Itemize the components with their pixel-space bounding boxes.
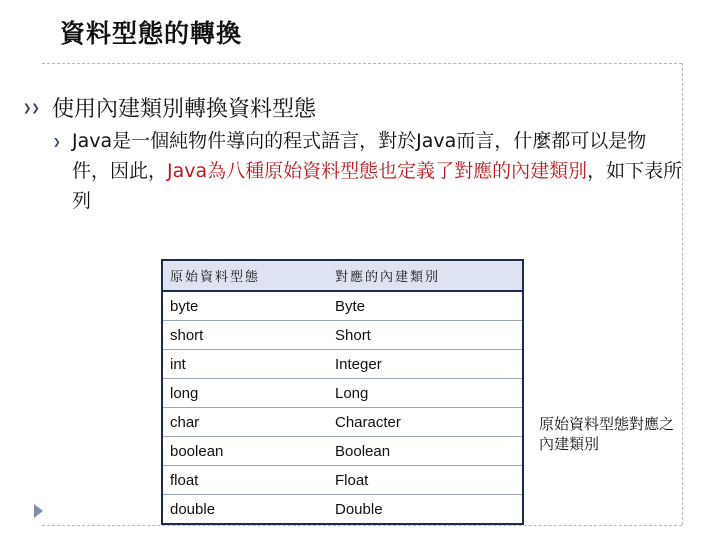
triangle-marker-icon — [34, 504, 43, 518]
primitive-type-cell: byte — [162, 291, 328, 321]
chevron-icon: ❯ — [53, 138, 61, 148]
table-row — [162, 437, 523, 466]
column-header-primitive: 原始資料型態 — [162, 260, 328, 291]
table-row — [162, 350, 523, 379]
primitive-type-cell: long — [162, 379, 328, 408]
double-chevron-icon: ❯❯ — [23, 103, 40, 114]
primitive-type-cell: char — [162, 408, 328, 437]
body-paragraph — [72, 126, 684, 216]
table-header-row — [162, 260, 523, 291]
primitive-type-cell: int — [162, 350, 328, 379]
bottom-divider — [42, 525, 682, 526]
wrapper-class-cell: Integer — [328, 350, 523, 379]
table-row — [162, 495, 523, 525]
wrapper-class-cell: Float — [328, 466, 523, 495]
wrapper-class-cell: Character — [328, 408, 523, 437]
wrapper-class-cell: Short — [328, 321, 523, 350]
wrapper-class-cell: Long — [328, 379, 523, 408]
primitive-type-cell: boolean — [162, 437, 328, 466]
table-row — [162, 291, 523, 321]
table-caption-note: 原始資料型態對應之內建類別 — [539, 415, 675, 453]
section-heading: 使用內建類別轉換資料型態 — [52, 97, 317, 122]
wrapper-class-cell: Boolean — [328, 437, 523, 466]
wrapper-class-cell: Byte — [328, 291, 523, 321]
wrapper-class-cell: Double — [328, 495, 523, 525]
paragraph-plain-text: Java是一個純物件導向的程式語言，對於Java而言，什麼都可以是物件，因此， — [72, 130, 647, 182]
paragraph-tail-text: ，如下表所列 — [72, 160, 683, 212]
table-row — [162, 408, 523, 437]
table-row — [162, 466, 523, 495]
primitive-type-cell: short — [162, 321, 328, 350]
top-divider — [42, 63, 682, 64]
paragraph-highlight-text: Java為八種原始資料型態也定義了對應的內建類別 — [167, 160, 588, 182]
table-row — [162, 321, 523, 350]
primitive-type-cell: double — [162, 495, 328, 525]
primitive-type-cell: float — [162, 466, 328, 495]
slide-title: 資料型態的轉換 — [60, 19, 243, 48]
type-mapping-table — [161, 259, 524, 525]
column-header-wrapper: 對應的內建類別 — [328, 260, 523, 291]
table-row — [162, 379, 523, 408]
